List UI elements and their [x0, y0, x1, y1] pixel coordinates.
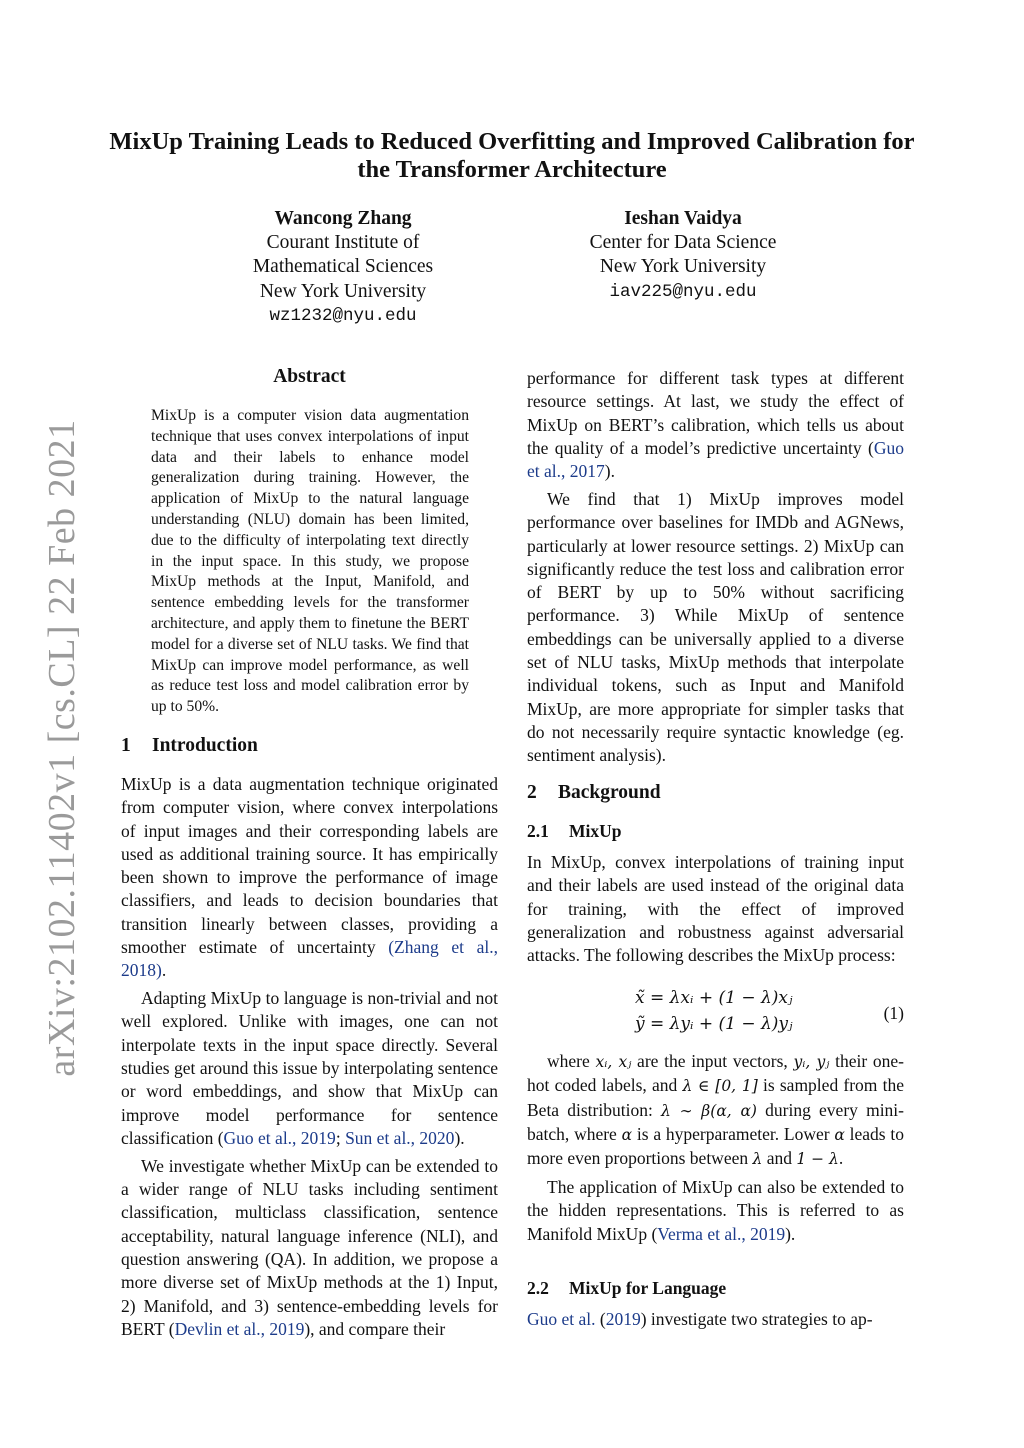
- subsection-number: 2.1: [527, 821, 549, 841]
- math-inline: xᵢ, xⱼ: [595, 1053, 632, 1071]
- mixup-body-continued: [527, 1050, 904, 1250]
- paragraph-text: ) investigate two strategies to ap-: [640, 1309, 873, 1329]
- paragraph-text: .: [161, 960, 167, 981]
- paragraph-text: ;: [335, 1127, 346, 1148]
- paragraph: In MixUp, convex interpolations of training input and their labels are used instead of the original data for training, with the effect of improved generalization and robustness against adversarial attacks. The following describes the MixUp process:: [527, 852, 904, 966]
- section-title: Introduction: [152, 735, 258, 756]
- equation-line: x̃ = λxᵢ + (1 − λ)xⱼ: [635, 988, 793, 1008]
- citation-link[interactable]: Devlin et al., 2019: [174, 1318, 305, 1339]
- author-affiliation-line: Courant Institute of: [266, 232, 420, 254]
- citation-link[interactable]: 2019: [605, 1309, 641, 1329]
- paragraph-text: are the input vectors,: [631, 1051, 794, 1071]
- citation-link[interactable]: Sun et al., 2020: [345, 1127, 455, 1148]
- paragraph: [527, 1050, 904, 1171]
- paragraph-text: ), and compare their: [304, 1318, 446, 1339]
- subsection-heading-mixup-for-language: [527, 1278, 726, 1299]
- abstract-heading: Abstract: [273, 366, 346, 387]
- paragraph: [121, 1155, 498, 1341]
- citation-link[interactable]: Guo et al., 2017: [527, 437, 904, 482]
- math-inline: λ ∼ β(α, α): [661, 1101, 757, 1120]
- citation-link[interactable]: (Zhang et al., 2018): [121, 937, 499, 981]
- section-heading-introduction: [121, 735, 258, 757]
- paragraph-text: performance for different task types at different resource settings. At last, we study the effect of MixUp on BERT’s calibration, which tells us about the quality of a model’s predictive uncertainty (: [527, 368, 904, 458]
- author-1: [193, 207, 493, 328]
- author-2: [533, 207, 833, 304]
- citation-link[interactable]: Verma et al., 2019: [657, 1223, 786, 1244]
- right-column-body: [527, 367, 904, 772]
- paragraph-text: where: [547, 1051, 596, 1071]
- section-title: Background: [558, 782, 661, 803]
- paragraph-text: is sampled from the Beta distribution:: [527, 1075, 905, 1120]
- section-number: 1: [121, 735, 131, 756]
- paragraph: [527, 1176, 904, 1246]
- mixup-for-language-body: [527, 1308, 904, 1336]
- paragraph-text: ).: [785, 1223, 796, 1244]
- author-email[interactable]: iav225@nyu.edu: [609, 281, 757, 302]
- paragraph-text: Adapting MixUp to language is non-trivial and not well explored. Unlike with images, one can not interpolate texts in the input space directly. Several studies get around this issue by interpolating sentence or word embeddings, and show that MixUp can improve model performance for sentence classification (: [121, 988, 498, 1148]
- citation-link[interactable]: Guo et al., 2019: [223, 1127, 336, 1148]
- paragraph-text: ).: [454, 1127, 465, 1148]
- paragraph-text: .: [838, 1148, 844, 1169]
- paragraph-text: ).: [604, 461, 615, 482]
- section-heading-background: [527, 782, 661, 804]
- equation-line: ỹ = λyᵢ + (1 − λ)yⱼ: [635, 1014, 793, 1034]
- citation-link[interactable]: Guo et al.: [527, 1309, 596, 1329]
- paragraph-text: The application of MixUp can also be extended to the hidden representations. This is referred to as Manifold MixUp (: [527, 1176, 904, 1244]
- author-name: Wancong Zhang: [274, 208, 412, 229]
- paragraph-text: (: [595, 1309, 606, 1329]
- math-inline: λ ∈ [0, 1]: [682, 1077, 758, 1096]
- math-inline: λ: [752, 1150, 763, 1169]
- paragraph-text: their one-hot coded labels, and: [527, 1051, 904, 1096]
- paragraph-text: and: [762, 1148, 797, 1169]
- paragraph: We find that 1) MixUp improves model performance over baselines for IMDb and AGNews, particularly at lower resource settings. 2) MixUp can significantly reduce the test loss and calibration error of BERT by up to 50% without sacrificing performance. 3) While MixUp of sentence embeddings can be universally applied to a diverse set of NLU tasks, MixUp methods that interpolate individual tokens, such as Input and Manifold MixUp, are more appropriate for simpler tasks that do not necessarily require syntactic knowledge (eg. sentiment analysis).: [527, 488, 904, 766]
- paragraph-text: MixUp is a data augmentation technique originated from computer vision, where convex interpolations of input images and their corresponding labels are used as additional training source. It has empirically been shown to improve the performance of image classifiers, and leads to decision boundaries that transition linearly between classes, providing a smoother estimate of uncertainty: [121, 774, 498, 958]
- paragraph: [121, 987, 498, 1150]
- paragraph-text: during every mini-batch, where: [527, 1099, 904, 1144]
- paragraph-text: We investigate whether MixUp can be extended to a wider range of NLU tasks including sentiment classification, multiclass classification, sentence acceptability, natural language inference (NLI), and question answering (QA). In addition, we propose a more diverse set of MixUp methods at the 1) Input, 2) Manifold, and 3) sentence-embedding levels for BERT (: [121, 1155, 498, 1339]
- author-affiliation-line: Center for Data Science: [589, 232, 777, 254]
- author-name: Ieshan Vaidya: [624, 208, 742, 229]
- author-email[interactable]: wz1232@nyu.edu: [269, 305, 417, 326]
- author-affiliation-line: New York University: [599, 256, 767, 278]
- paragraph: [527, 1308, 904, 1331]
- paper-title: MixUp Training Leads to Reduced Overfitting and Improved Calibration for the Transformer Architecture: [109, 128, 915, 183]
- math-inline: yᵢ, yⱼ: [793, 1053, 830, 1071]
- subsection-number: 2.2: [527, 1278, 549, 1298]
- subsection-title: MixUp: [569, 821, 622, 841]
- equation-number: (1): [883, 1003, 904, 1023]
- author-affiliation-line: Mathematical Sciences: [252, 256, 434, 278]
- paragraph: [121, 773, 498, 983]
- paragraph: [527, 367, 904, 483]
- math-inline: α: [621, 1125, 633, 1144]
- math-inline: α: [834, 1125, 845, 1144]
- subsection-title: MixUp for Language: [569, 1278, 727, 1298]
- paragraph-text: is a hyperparameter. Lower: [632, 1123, 835, 1144]
- paragraph-text: leads to more even proportions between: [527, 1123, 904, 1169]
- arxiv-identifier: arXiv:2102.11402v1 [cs.CL] 22 Feb 2021: [41, 419, 83, 1077]
- mixup-body: [527, 851, 904, 972]
- arxiv-stamp: [0, 0, 100, 1448]
- subsection-heading-mixup: [527, 821, 622, 842]
- section-number: 2: [527, 782, 537, 803]
- introduction-body: [121, 773, 498, 1346]
- math-inline: 1 − λ: [796, 1150, 839, 1169]
- equation-1: [527, 988, 904, 1040]
- abstract-text: MixUp is a computer vision data augmentation technique that uses convex interpolations of input data and their labels to enhance model generalization during training. However, the application of MixUp to the natural language understanding (NLU) domain has been limited, due to the difficulty of interpolating text directly in the input space. In this study, we propose MixUp methods at the Input, Manifold, and sentence embedding levels for the transformer architecture, and apply them to finetune the BERT model for a diverse set of NLU tasks. We find that MixUp can improve model performance, as well as reduce test loss and model calibration error by up to 50%.: [151, 407, 469, 716]
- author-affiliation-line: New York University: [259, 280, 427, 302]
